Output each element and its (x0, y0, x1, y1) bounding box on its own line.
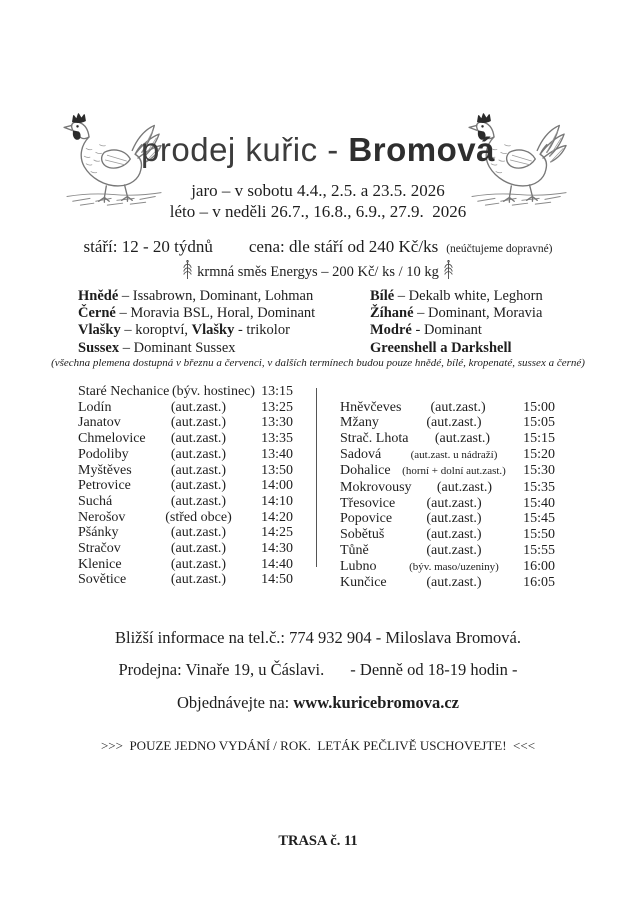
schedule-time: 13:50 (261, 462, 293, 478)
schedule-place: Mžany (340, 415, 379, 431)
breed-line: Sussex – Dominant Sussex (78, 339, 236, 356)
schedule-row (78, 541, 293, 557)
schedule-divider (316, 388, 317, 567)
schedule-row (340, 415, 555, 431)
summer-dates: léto – v neděli 26.7., 16.8., 6.9., 27.9. 2026 (169, 202, 467, 221)
spring-dates: jaro – v sobotu 4.4., 2.5. a 23.5. 2026 (191, 181, 445, 200)
schedule-stop: (aut.zast.) (426, 575, 482, 591)
schedule-time: 14:25 (261, 525, 293, 541)
schedule-stop: (aut.zast.) (170, 572, 227, 588)
feed-text: krmná směs Energys – 200 Kč/ ks / 10 kg (197, 264, 439, 280)
schedule-place: Myštěves (78, 462, 132, 478)
schedule-place: Lubno (340, 558, 377, 574)
contact-line: Bližší informace na tel.č.: 774 932 904 - Miloslava Bromová. (115, 628, 521, 647)
breed-line: Modré - Dominant (370, 322, 482, 339)
schedule-time: 14:20 (261, 509, 293, 525)
breeds-column-left (78, 288, 315, 357)
schedule-stop: (býv. maso/uzeniny) (409, 560, 499, 573)
schedule-stop: (aut.zast.) (430, 399, 486, 415)
schedule-time: 15:00 (523, 399, 555, 415)
route-number: TRASA č. 11 (278, 833, 358, 849)
schedule-stop: (horní + dolní aut.zast.) (402, 465, 506, 478)
schedule-stop: (střed obce) (165, 509, 232, 525)
schedule-stop: (aut.zast.) (426, 495, 482, 511)
schedule-time: 13:25 (261, 399, 293, 415)
schedule-place: Suchá (78, 493, 113, 509)
schedule-stop: (aut.zast.) (170, 446, 227, 462)
schedule-time: 14:00 (261, 478, 293, 494)
keep-note: >>> POUZE JEDNO VYDÁNÍ / ROK. LETÁK PEČLIVĚ USCHOVEJTE! <<< (100, 738, 536, 753)
schedule-place: Dohalice (340, 463, 391, 479)
schedule-row (340, 447, 555, 464)
schedule-stop: (aut.zast.) (170, 462, 227, 478)
schedule-stop: (aut.zast.) (170, 415, 227, 431)
schedule-time: 13:35 (261, 431, 293, 447)
breeds-column-right (370, 288, 543, 357)
page-title (0, 130, 636, 170)
schedule-stop: (aut.zast.) (170, 399, 227, 415)
schedule-place: Kunčice (340, 575, 387, 591)
schedule-row (340, 527, 555, 543)
schedule-time: 16:05 (523, 575, 555, 591)
schedule-place: Stračov (78, 541, 121, 557)
schedule-place: Tůně (340, 542, 369, 558)
breed-line: Greenshell a Darkshell (370, 339, 512, 356)
schedule-time: 15:20 (523, 446, 555, 462)
schedule-time: 14:50 (261, 572, 293, 588)
schedule-stop: (aut.zast.) (436, 480, 493, 496)
schedule-row (78, 525, 293, 541)
schedule-time: 15:40 (523, 495, 555, 511)
schedule-row (78, 447, 293, 463)
schedule-place: Sovětice (78, 572, 127, 588)
schedule-time: 15:30 (523, 463, 555, 479)
schedule-place: Chmelovice (78, 431, 146, 447)
breeds-availability-note: (všechna plemena dostupná v březnu a červenci, v dalších termínech budou pouze hnědé, bílé, kropenaté, sussex a černé) (51, 357, 585, 369)
opening-hours: - Denně od 18-19 hodin - (350, 660, 518, 679)
schedule-row (78, 463, 293, 479)
schedule-row (78, 557, 293, 573)
shipping-note: (neúčtujeme dopravné) (446, 243, 553, 255)
shop-line (0, 660, 636, 680)
schedule-row (78, 384, 293, 400)
schedule-row (78, 494, 293, 510)
breed-line: Černé – Moravia BSL, Horal, Dominant (78, 305, 316, 322)
price-text: cena: dle stáří od 240 Kč/ks (248, 237, 439, 256)
schedule-time: 13:15 (261, 384, 293, 399)
schedule-time: 14:40 (261, 556, 293, 572)
feed-line (0, 260, 636, 281)
schedule-row (340, 559, 555, 576)
schedule-place: Lodín (78, 399, 112, 415)
wheat-icon (444, 260, 453, 280)
breed-line: Vlašky – koroptví, Vlašky - trikolor (78, 322, 290, 339)
schedule-stop: (aut.zast.) (434, 430, 491, 446)
title-bold-part: Bromová (348, 131, 495, 168)
schedule-time: 15:15 (523, 430, 555, 446)
schedule-stop: (býv. hostinec) (171, 384, 256, 399)
breed-line: Bílé – Dekalb white, Leghorn (370, 288, 543, 304)
schedule-time: 14:10 (261, 493, 293, 509)
schedule-place: Klenice (78, 556, 122, 572)
schedule-stop: (aut.zast.) (426, 415, 482, 431)
schedule-stop: (aut.zast.) (170, 556, 227, 572)
age-price-line (0, 237, 636, 257)
schedule-row (78, 510, 293, 526)
schedule-time: 13:30 (261, 415, 293, 431)
schedule-place: Třesovice (340, 495, 396, 511)
schedule-row (340, 431, 555, 447)
order-label: Objednávejte na: (177, 693, 294, 712)
schedule-stop: (aut.zast.) (426, 542, 482, 558)
schedule-row (340, 575, 555, 591)
schedule-place: Staré Nechanice (78, 384, 170, 399)
schedule-stop: (aut.zast.) (170, 493, 227, 509)
schedule-time: 15:50 (523, 527, 555, 543)
age-text: stáří: 12 - 20 týdnů (83, 237, 213, 256)
schedule-row (340, 543, 555, 559)
schedule-time: 15:35 (523, 480, 555, 496)
schedule-place: Hněvčeves (340, 399, 402, 415)
schedule-row (78, 572, 293, 588)
order-url: www.kuricebromova.cz (293, 693, 459, 712)
schedule-row (78, 478, 293, 494)
shop-address: Prodejna: Vinaře 19, u Čáslavi. (118, 660, 325, 679)
schedule-stop: (aut.zast.) (426, 511, 482, 527)
schedule-time: 15:45 (523, 511, 555, 527)
schedule-row (340, 511, 555, 527)
schedule-row (78, 415, 293, 431)
schedule-place: Pšánky (78, 525, 119, 541)
schedule-column-right (340, 400, 555, 591)
order-line (0, 693, 636, 713)
breed-line: Žíhané – Dominant, Moravia (370, 305, 543, 322)
schedule-time: 13:40 (261, 446, 293, 462)
wheat-icon (183, 260, 192, 280)
schedule-stop: (aut.zast.) (170, 431, 227, 447)
breed-line: Hnědé – Issabrown, Dominant, Lohman (78, 288, 314, 304)
schedule-stop: (aut.zast.) (170, 541, 227, 557)
schedule-place: Strač. Lhota (340, 430, 409, 446)
schedule-row (340, 400, 555, 416)
schedule-row (340, 463, 555, 480)
schedule-row (340, 496, 555, 512)
schedule-row (78, 431, 293, 447)
schedule-place: Sobětuš (340, 527, 385, 543)
schedule-place: Janatov (78, 415, 121, 431)
schedule-place: Mokrovousy (340, 480, 412, 496)
schedule-place: Petrovice (78, 478, 131, 494)
schedule-time: 15:05 (523, 415, 555, 431)
schedule-place: Sadová (340, 446, 382, 462)
schedule-stop: (aut.zast.) (426, 527, 482, 543)
schedule-row (340, 480, 555, 496)
schedule-time: 14:30 (261, 541, 293, 557)
schedule-row (78, 400, 293, 416)
schedule-stop: (aut.zast.) (170, 525, 227, 541)
schedule-stop: (aut.zast. u nádraží) (410, 448, 498, 461)
schedule-stop: (aut.zast.) (170, 478, 227, 494)
schedule-place: Podoliby (78, 446, 129, 462)
schedule-column-left (78, 384, 293, 588)
schedule-time: 15:55 (523, 542, 555, 558)
schedule-place: Nerošov (78, 509, 126, 525)
title-light-part: prodej kuřic - (141, 131, 349, 168)
schedule-time: 16:00 (523, 558, 555, 574)
schedule-place: Popovice (340, 511, 393, 527)
